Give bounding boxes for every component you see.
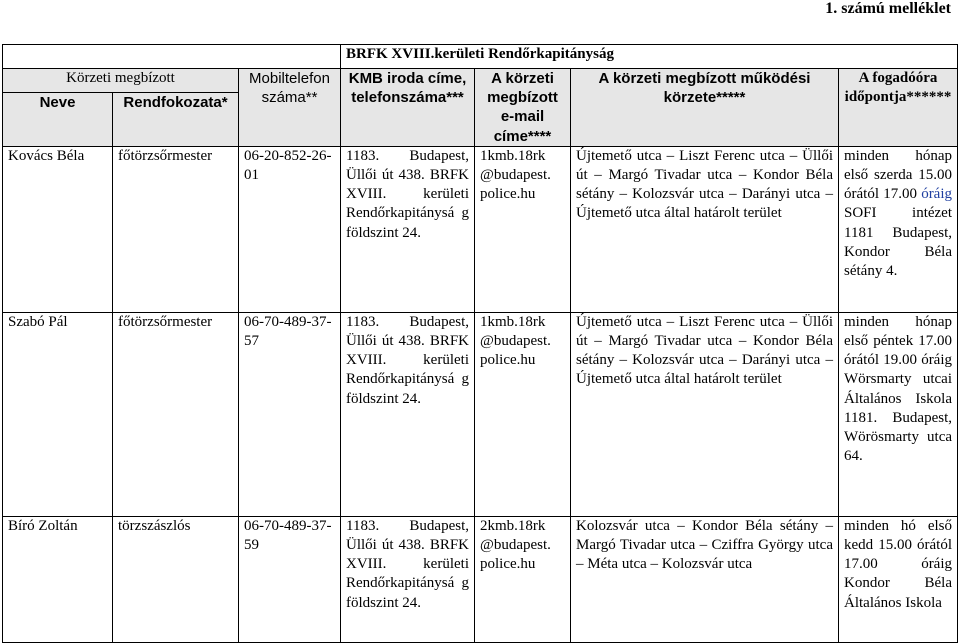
officer-phone: 06-70-489-37-57 bbox=[239, 312, 341, 516]
office-hours: minden hónap első péntek 17.00 órától 19.00 óráig Wörsmarty utcai Általános Iskola 1181. Budapest, Wörösmarty utca 64. bbox=[839, 312, 958, 516]
officer-name: Kovács Béla bbox=[3, 146, 113, 312]
officer-name: Bíró Zoltán bbox=[3, 516, 113, 642]
header-fogadoora: A fogadóóra időpontja****** bbox=[839, 69, 958, 147]
header-korzete: A körzeti megbízott működési körzete***** bbox=[571, 69, 839, 147]
office-address: 1183. Budapest, Üllői út 438. BRFK XVIII. kerületi Rendőrkapitánysá g földszint 24. bbox=[341, 516, 475, 642]
annex-title: 1. számú melléklet bbox=[825, 0, 951, 17]
table-title-spacer bbox=[239, 45, 341, 69]
office-address: 1183. Budapest, Üllői út 438. BRFK XVIII. kerületi Rendőrkapitánysá g földszint 24. bbox=[341, 146, 475, 312]
header-mobil: Mobiltelefon száma** bbox=[239, 69, 341, 147]
header-neve: Neve bbox=[3, 93, 113, 146]
table-title: BRFK XVIII.kerületi Rendőrkapitányság bbox=[341, 45, 958, 69]
office-address: 1183. Budapest, Üllői út 438. BRFK XVIII. kerületi Rendőrkapitánysá g földszint 24. bbox=[341, 312, 475, 516]
hours-location: SOFI intézet 1181 Budapest, Kondor Béla sétány 4. bbox=[844, 205, 953, 280]
service-area: Kolozsvár utca – Kondor Béla sétány – Margó Tivadar utca – Cziffra György utca – Méta utca – Kolozsvár utca bbox=[571, 516, 839, 642]
table-title-row bbox=[3, 45, 958, 69]
officer-rank: főtörzsőrmester bbox=[113, 146, 239, 312]
officer-phone: 06-20-852-26-01 bbox=[239, 146, 341, 312]
officer-rank: főtörzsőrmester bbox=[113, 312, 239, 516]
service-area: Újtemető utca – Liszt Ferenc utca – Üllői út – Margó Tivadar utca – Kondor Béla sétány – Kolozsvár utca – Darányi utca – Újtemető utca által határolt terület bbox=[571, 312, 839, 516]
officer-email: 1kmb.18rk @budapest. police.hu bbox=[475, 312, 571, 516]
table-title-spacer bbox=[3, 45, 113, 69]
office-hours bbox=[839, 146, 958, 312]
header-kmb-iroda: KMB iroda címe, telefonszáma*** bbox=[341, 69, 475, 147]
officer-email: 2kmb.18rk @budapest. police.hu bbox=[475, 516, 571, 642]
district-officers-table bbox=[2, 44, 958, 643]
header-korzeti-megbizott: Körzeti megbízott bbox=[3, 69, 239, 93]
hours-text: minden hónap első szerda 15.00 órától 17.00 bbox=[844, 147, 953, 203]
officer-email: 1kmb.18rk @budapest. police.hu bbox=[475, 146, 571, 312]
officer-rank: törzszászlós bbox=[113, 516, 239, 642]
officer-phone: 06-70-489-37-59 bbox=[239, 516, 341, 642]
officer-name: Szabó Pál bbox=[3, 312, 113, 516]
table-row bbox=[3, 146, 958, 312]
header-rendfokozata: Rendfokozata* bbox=[113, 93, 239, 146]
table-row bbox=[3, 516, 958, 642]
table-row bbox=[3, 312, 958, 516]
office-hours: minden hó első kedd 15.00 órától 17.00 óráig Kondor Béla Általános Iskola bbox=[839, 516, 958, 642]
service-area: Újtemető utca – Liszt Ferenc utca – Üllői út – Margó Tivadar utca – Kondor Béla sétány – Kolozsvár utca – Darányi utca – Újtemető utca által határolt terület bbox=[571, 146, 839, 312]
header-row-1 bbox=[3, 69, 958, 93]
table-title-spacer bbox=[113, 45, 239, 69]
header-email: A körzeti megbízott e-mail címe**** bbox=[475, 69, 571, 147]
hours-highlight: óráig bbox=[921, 186, 953, 203]
